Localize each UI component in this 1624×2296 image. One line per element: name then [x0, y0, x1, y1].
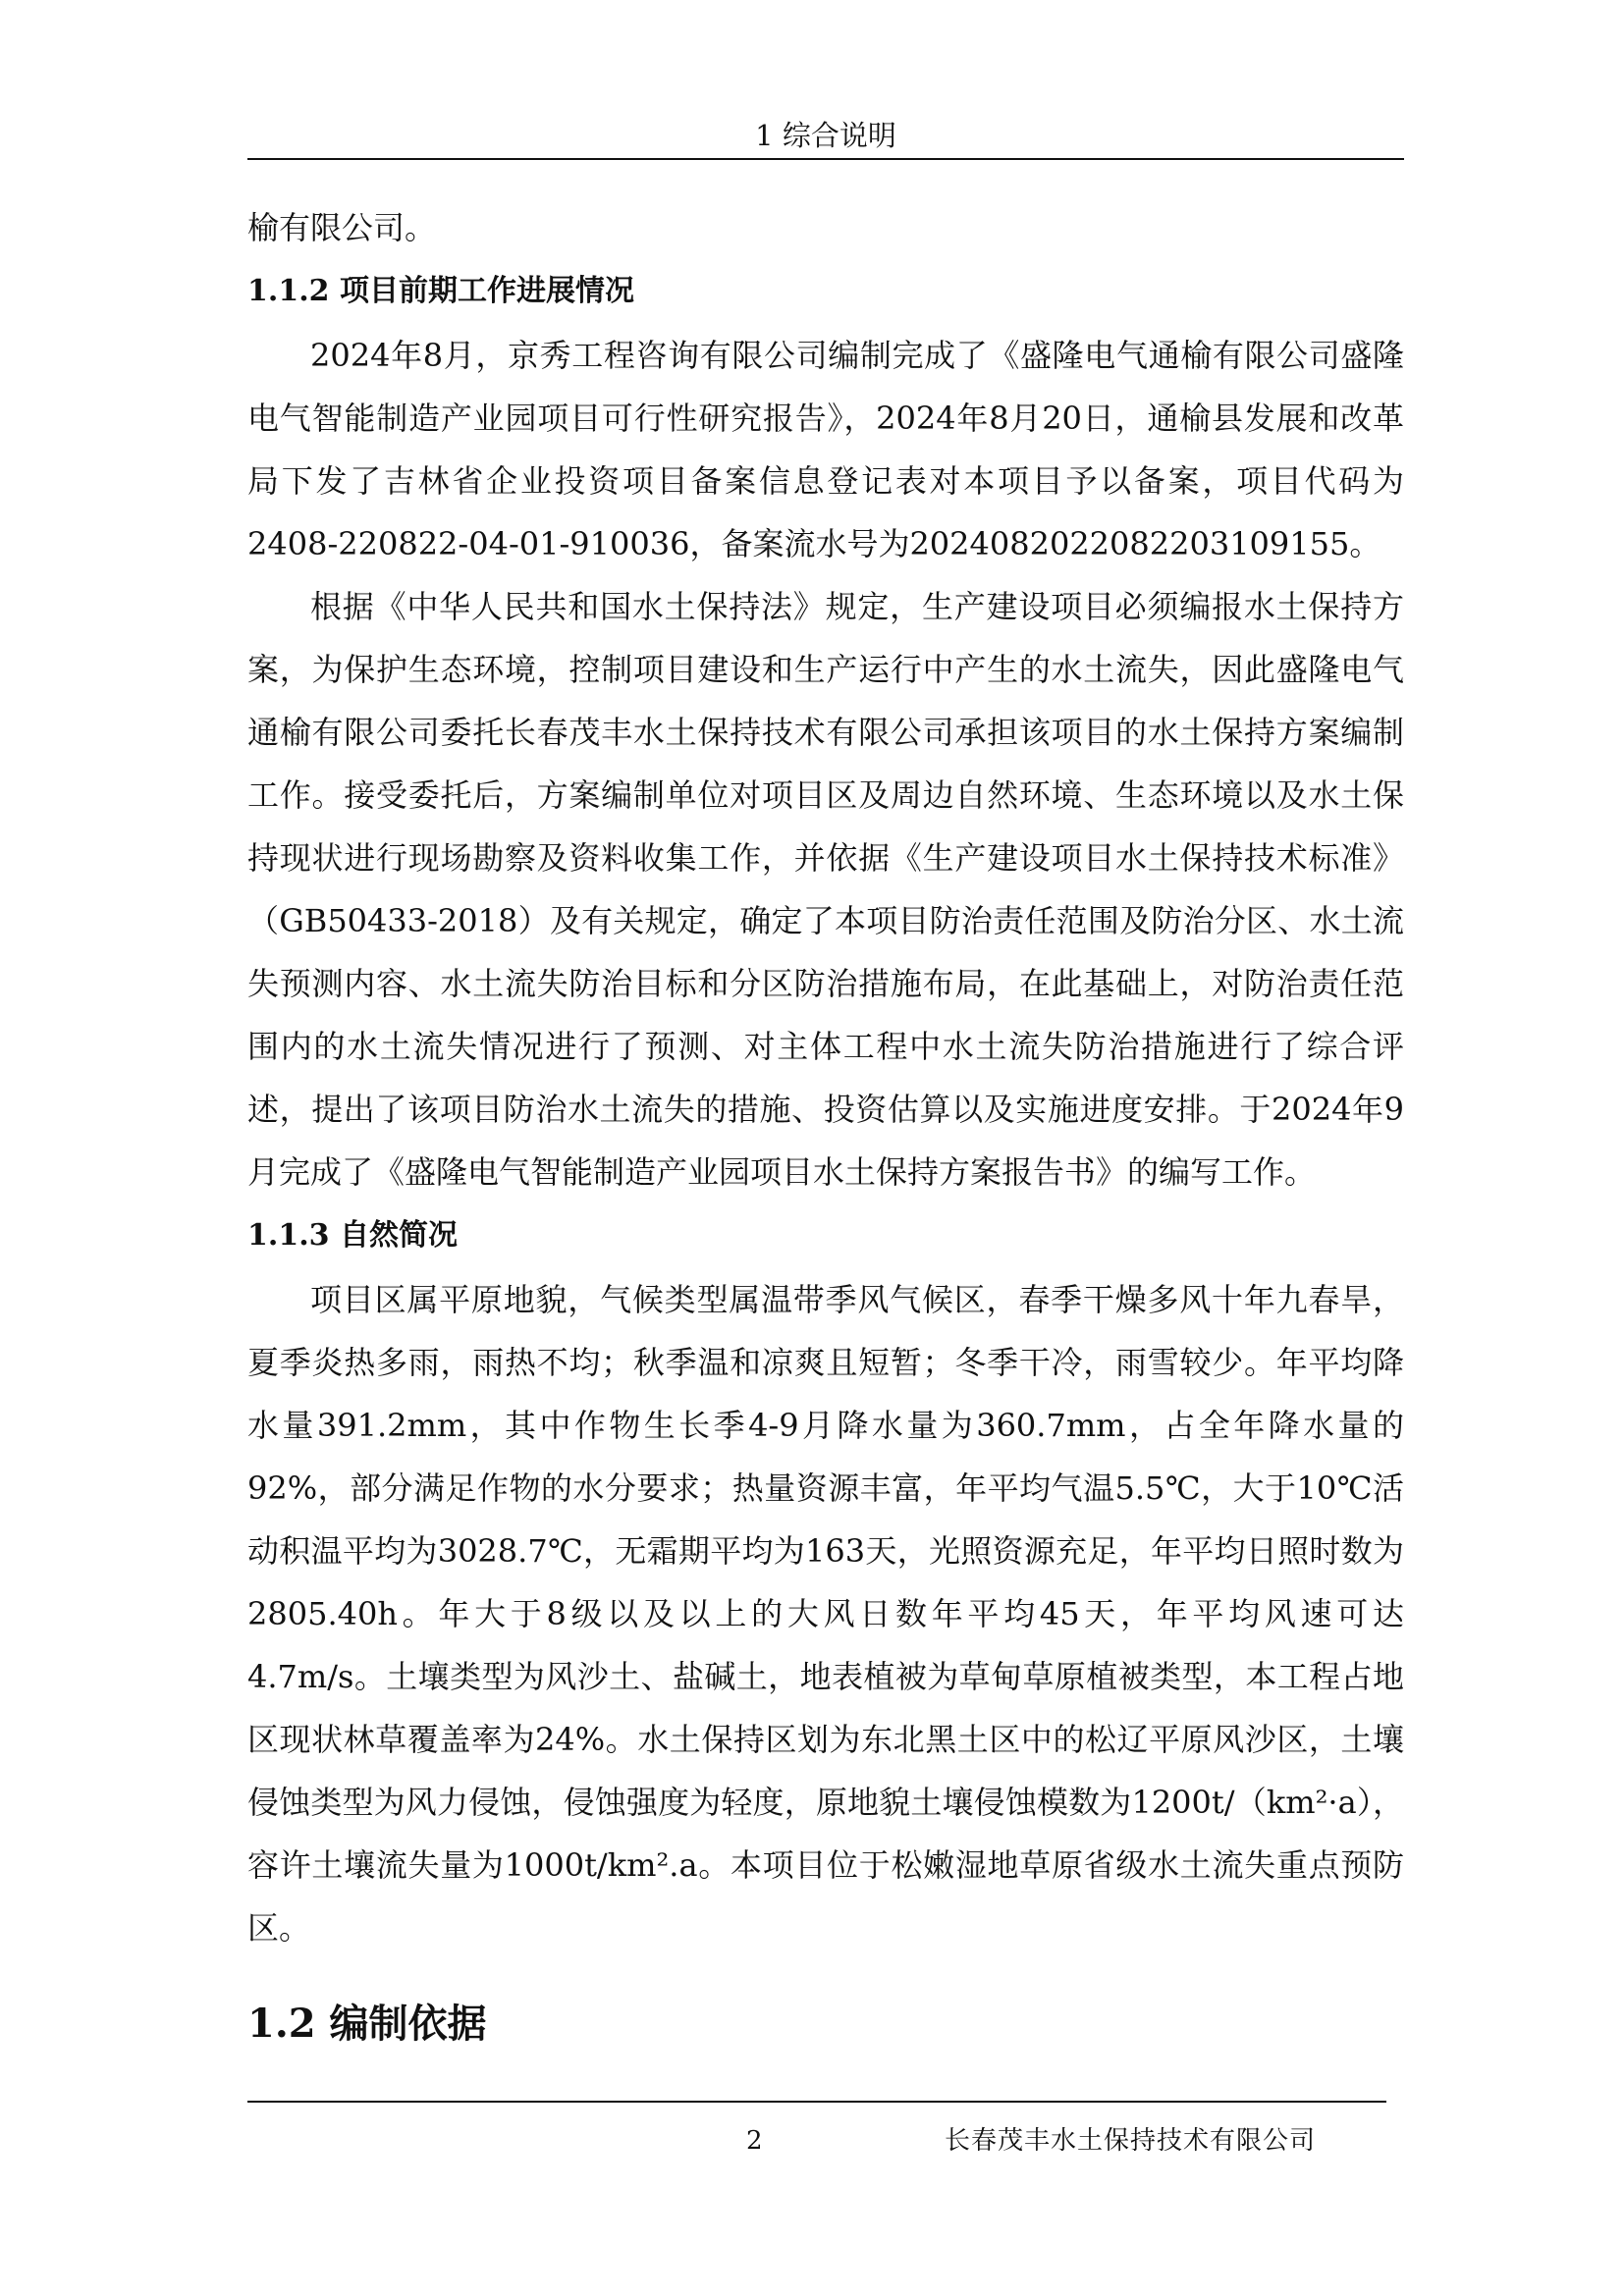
document-body [247, 196, 1404, 2056]
footer-divider [247, 2101, 1386, 2103]
section-1-2-heading: 1.2 编制依据 [247, 2001, 487, 2047]
continuation-paragraph: 榆有限公司。 [247, 209, 437, 246]
section-1-1-2-paragraph-1: 2024年8月，京秀工程咨询有限公司编制完成了《盛隆电气通榆有限公司盛隆电气智能制造产业园项目可行性研究报告》，2024年8月20日，通榆县发展和改革局下发了吉林省企业投资项目备案信息登记表对本项目予以备案，项目代码为2408-220822-04-01-910036，备案流水号为20240820220822031091​55。 [247, 337, 1404, 562]
header-divider [247, 158, 1404, 160]
section-1-1-3-paragraph-1: 项目区属平原地貌，气候类型属温带季风气候区，春季干燥多风十年九春旱，夏季炎热多雨，雨热不均；秋季温和凉爽且短暂；冬季干冷，雨雪较少。年平均降水量391.2mm，其中作物生长季4-9月降水量为360.7mm，占全年降水量的92%，部分满足作物的水分要求；热量资源丰富，年平均气温5.5℃，大于10℃活动积温平均为3028.7℃，无霜期平均为163天，光照资源充足，年平均日照时数为2805.40h。年大于8级以及以上的大风日数年平均45天，年平均风速可达4.7m/s。土壤类型为风沙土、盐碱土，地表植被为草甸草原植被类型，本工程占地区现状林草覆盖率为24%。水土保持区划为东北黑土区中的松辽平原风沙区，土壤侵蚀类型为风力侵蚀，侵蚀强度为轻度，原地貌土壤侵蚀模数为1200t/（km²·a），容许土壤流失量为1000t/km².a。本项目位于松嫩湿地草原省级水土流失重点预防区。 [247, 1281, 1404, 1947]
section-1-1-2-heading: 1.1.2 项目前期工作进展情况 [247, 274, 634, 308]
page-number: 2 [746, 2126, 763, 2156]
section-1-1-3-heading: 1.1.3 自然简况 [247, 1218, 458, 1253]
page-header-title: 1 综合说明 [755, 119, 896, 152]
footer-company-name: 长春茂丰水土保持技术有限公司 [945, 2126, 1317, 2156]
section-1-1-2-paragraph-2: 根据《中华人民共和国水土保持法》规定，生产建设项目必须编报水土保持方案，为保护生态环境，控制项目建设和生产运行中产生的水土流失，因此盛隆电气通榆有限公司委托长春茂丰水土保持技术有限公司承担该项目的水土保持方案编制工作。接受委托后，方案编制单位对项目区及周边自然环境、生态环境以及水土保持现状进行现场勘察及资料收集工作，并依据《生产建设项目水土保持技术标准》（GB50433-2018）及有关规定，确定了本项目防治责任范围及防治分区、水土流失预测内容、水土流失防治目标和分区防治措施布局，在此基础上，对防治责任范围内的水土流失情况进行了预测、对主体工程中水土流失防治措施进行了综合评述，提出了该项目防治水土流失的措施、投资估算以及实施进度安排。于2024年9月完成了《盛隆电气智能制造产业园项目水土保持方案报告书》的编写工作。 [247, 588, 1404, 1191]
